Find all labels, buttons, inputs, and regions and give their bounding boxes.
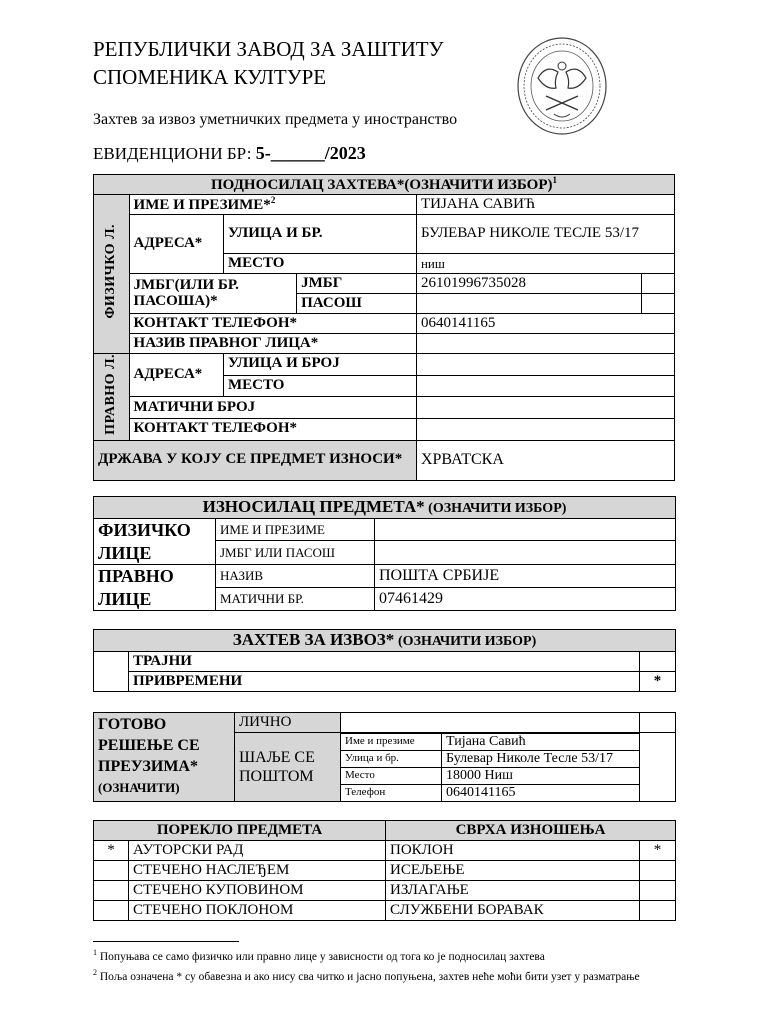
post-pickup-check[interactable] [640,733,676,802]
purpose-header: СВРХА ИЗНОШЕЊА [386,821,676,841]
origin-label: СТЕЧЕНО КУПОВИНОМ [129,881,386,901]
origin-check[interactable] [94,901,129,921]
place-label: МЕСТО [224,254,417,274]
phone-field[interactable]: 0640141165 [416,314,674,334]
post-name-label: Име и презиме [341,734,442,751]
legal-address-label: АДРЕСА* [129,354,223,397]
jmbg-check[interactable] [642,274,675,294]
passport-check[interactable] [642,294,675,314]
country-field[interactable]: ХРВАТСКА [416,440,674,480]
registration-label: ЕВИДЕНЦИОНИ БР: [93,144,252,163]
origin-label: СТЕЧЕНО НАСЛЕЂЕМ [129,861,386,881]
applicant-table [93,174,675,481]
street-field[interactable]: БУЛЕВАР НИКОЛЕ ТЕСЛЕ 53/17 [416,215,674,254]
purpose-label: ИЗЛАГАЊЕ [386,881,640,901]
exporter-table [93,496,676,611]
purpose-check[interactable] [640,901,676,921]
exporter-legal-name-field[interactable]: ПОШТА СРБИЈЕ [375,565,676,588]
applicant-section-header: ПОДНОСИЛАЦ ЗАХТЕВА*(ОЗНАЧИТИ ИЗБОР)$^1$ [94,175,675,195]
legal-street-field[interactable] [416,354,674,376]
request-subtitle: Захтев за извоз уметничких предмета у иностранство [93,111,458,128]
footnote-divider [93,941,239,942]
purpose-label: ПОКЛОН [386,841,640,861]
registration-number [93,143,366,164]
permanent-check[interactable] [640,652,676,672]
legal-person-side-label: ПРАВНО Л. [94,354,130,441]
physical-person-side-label: ФИЗИЧКО Л. [94,195,130,354]
table-row [94,841,676,861]
exporter-legal-name-label: НАЗИВ [216,565,375,588]
passport-field[interactable] [416,294,641,314]
post-place-field[interactable]: 18000 Ниш [442,768,640,785]
table-row [94,881,676,901]
exporter-id-label: ЈМБГ ИЛИ ПАСОШ [216,541,375,565]
personal-pickup-check[interactable] [640,713,676,733]
permanent-label: ТРАЈНИ [129,652,640,672]
place-field[interactable]: ниш [416,254,674,274]
temporary-label: ПРИВРЕМЕНИ [129,672,640,692]
title-line1: РЕПУБЛИЧКИ ЗАВОД ЗА ЗАШТИТУ [93,37,444,61]
exporter-name-label: ИМЕ И ПРЕЗИМЕ [216,519,375,541]
jmbg-field[interactable]: 26101996735028 [416,274,641,294]
purpose-check[interactable] [640,861,676,881]
export-request-blank [94,652,129,692]
origin-purpose-table [93,820,676,921]
purpose-check[interactable]: * [640,841,676,861]
purpose-label: СЛУЖБЕНИ БОРАВАК [386,901,640,921]
post-name-field[interactable]: Тијана Савић [442,734,640,751]
origin-label: СТЕЧЕНО ПОКЛОНОМ [129,901,386,921]
post-phone-label: Телефон [341,785,442,802]
legal-phone-field[interactable] [416,418,674,440]
personal-pickup-field[interactable] [341,713,640,733]
jmbg-label: ЈМБГ [297,274,417,294]
exporter-section-header: ИЗНОСИЛАЦ ПРЕДМЕТА* (ОЗНАЧИТИ ИЗБОР) [94,497,676,519]
reg-number-label: МАТИЧНИ БРОЈ [129,397,416,419]
pickup-table [93,712,676,802]
legal-name-field[interactable] [416,334,674,354]
origin-check[interactable] [94,881,129,901]
exporter-reg-label: МАТИЧНИ БР. [216,588,375,611]
legal-phone-label: КОНТАКТ ТЕЛЕФОН* [129,418,416,440]
street-label: УЛИЦА И БР. [224,215,417,254]
post-street-label: Улица и бр. [341,751,442,768]
exporter-name-field[interactable] [375,519,676,541]
registration-value: 5-______/2023 [255,143,366,163]
post-place-label: Место [341,768,442,785]
country-label: ДРЖАВА У КОЈУ СЕ ПРЕДМЕТ ИЗНОСИ* [94,440,417,480]
footnotes [93,945,653,985]
origin-header: ПОРЕКЛО ПРЕДМЕТА [94,821,386,841]
table-row [94,901,676,921]
name-field[interactable]: ТИЈАНА САВИЋ [416,195,674,215]
legal-place-field[interactable] [416,375,674,397]
legal-street-label: УЛИЦА И БРОЈ [224,354,417,376]
legal-name-label: НАЗИВ ПРАВНОГ ЛИЦА* [129,334,416,354]
institution-title [93,35,443,91]
footnote-1: $^1$ Попуњава се само физичко или правно лице у зависности од тога ко је подносилац захтева [93,948,545,963]
pickup-label: ГОТОВО РЕШЕЊЕ СЕ ПРЕУЗИМА* (ОЗНАЧИТИ) [94,713,235,802]
exporter-physical-label: ФИЗИЧКО ЛИЦЕ [94,519,216,565]
purpose-label: ИСЕЉЕЊЕ [386,861,640,881]
temporary-check[interactable]: * [640,672,676,692]
origin-check[interactable]: * [94,841,129,861]
post-pickup-label: ШАЉЕ СЕ ПОШТОМ [235,733,341,802]
title-line2: СПОМЕНИКА КУЛТУРЕ [93,65,327,89]
exporter-id-field[interactable] [375,541,676,565]
phone-label: КОНТАКТ ТЕЛЕФОН* [129,314,416,334]
export-request-table [93,629,676,692]
table-row [94,861,676,881]
personal-pickup-label: ЛИЧНО [235,713,341,733]
purpose-check[interactable] [640,881,676,901]
legal-place-label: МЕСТО [224,375,417,397]
post-street-field[interactable]: Булевар Николе Тесле 53/17 [442,751,640,768]
origin-label: АУТОРСКИ РАД [129,841,386,861]
footnote-2: $^2$ Поља означена * су обавезна и ако нису сва читко и јасно попуњена, захтев неће моћи бити узет у разматрање [93,967,640,983]
id-label: ЈМБГ(ИЛИ БР. ПАСОША)* [129,274,297,314]
export-request-header: ЗАХТЕВ ЗА ИЗВОЗ* (ОЗНАЧИТИ ИЗБОР) [94,630,676,652]
institution-seal-icon [516,36,608,136]
post-phone-field[interactable]: 0640141165 [442,785,640,802]
origin-check[interactable] [94,861,129,881]
reg-number-field[interactable] [416,397,674,419]
exporter-legal-label: ПРАВНО ЛИЦЕ [94,565,216,611]
name-label: ИМЕ И ПРЕЗИМЕ*$^2$ [129,195,416,215]
exporter-reg-field[interactable]: 07461429 [375,588,676,611]
passport-label: ПАСОШ [297,294,417,314]
address-label: АДРЕСА* [129,215,223,274]
